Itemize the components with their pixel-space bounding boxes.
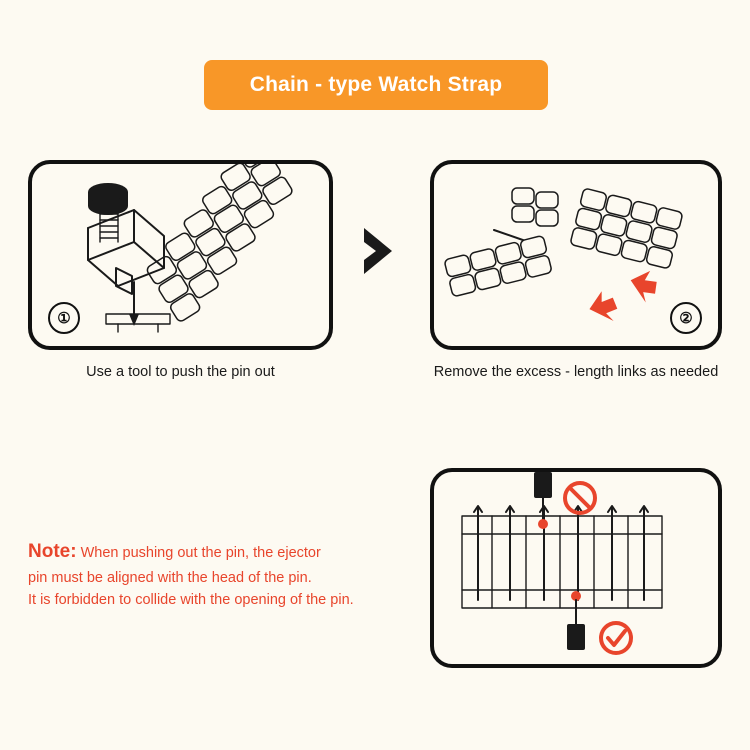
note-block [28, 538, 408, 611]
step-2-badge: ② [670, 302, 702, 334]
red-arrow-lower [585, 288, 621, 327]
step-1-badge: ① [48, 302, 80, 334]
step-2-caption: Remove the excess - length links as needed [433, 364, 719, 380]
note-label: Note: [28, 541, 77, 562]
title-banner [204, 60, 548, 110]
note-line-2: pin must be aligned with the head of the pin. [28, 569, 312, 586]
red-arrow-upper [628, 268, 658, 303]
note-line-3: It is forbidden to collide with the opening of the pin. [28, 591, 354, 608]
note-figure-panel [430, 468, 722, 668]
step-2-panel [430, 160, 722, 350]
pin-alignment-comparison-illustration [434, 472, 718, 664]
step-1-caption: Use a tool to push the pin out [86, 364, 275, 380]
arrow-right-icon [352, 222, 410, 280]
step-1-panel [28, 160, 333, 350]
page-title: Chain - type Watch Strap [249, 73, 503, 96]
note-line-1: When pushing out the pin, the ejector [80, 545, 321, 561]
check-circle-icon [601, 623, 631, 653]
